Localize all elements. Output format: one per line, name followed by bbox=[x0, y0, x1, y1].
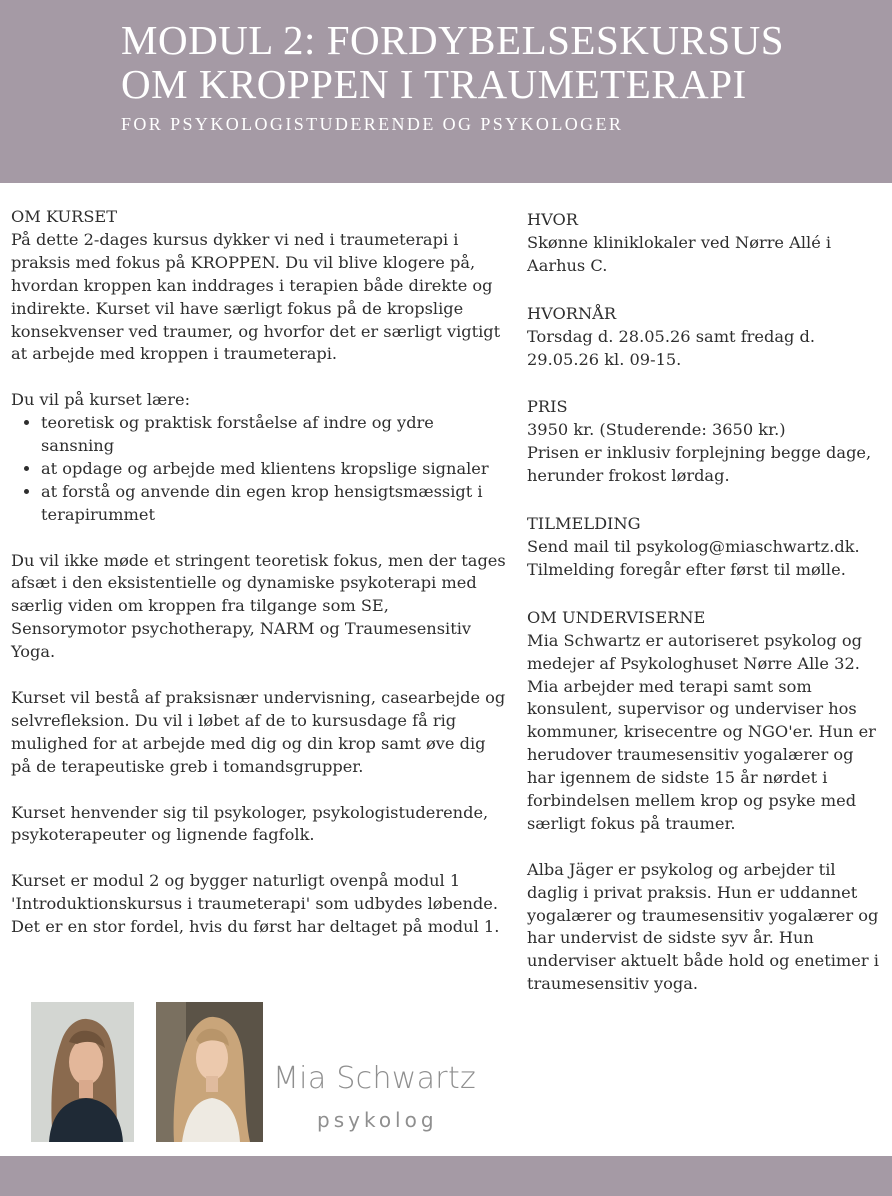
where-heading: HVOR bbox=[527, 210, 578, 229]
about-heading: OM KURSET bbox=[11, 207, 118, 226]
footer-band bbox=[0, 1156, 892, 1196]
learn-item: • at forstå og anvende din egen krop hensigtsmæssigt i terapirummet bbox=[41, 481, 509, 527]
when-heading: HVORNÅR bbox=[527, 303, 617, 323]
signup-heading: TILMELDING bbox=[527, 514, 641, 534]
when-section bbox=[527, 303, 882, 372]
portrait-photo-mia bbox=[31, 1002, 134, 1142]
when-text: Torsdag d. 28.05.26 samt fredag d. 29.05.26 kl. 09-15. bbox=[527, 326, 816, 369]
teacher-bio-mia: Mia Schwartz er autoriseret psykolog og medejer af Psykologhuset Nørre Alle 32. Mia arbejder med terapi samt som konsulent, supervisor og underviser hos kommuner, krisecentre og NGO'er. Hun er herudover traumesensitiv yogalærer og har igennem de sidste 15 år nørdet i forbindelsen mellem krop og psyke med særligt fokus på traumer. bbox=[527, 630, 876, 833]
left-column bbox=[11, 206, 509, 939]
learn-intro: Du vil på kurset lære: bbox=[11, 390, 191, 410]
where-text: Skønne kliniklokaler ved Nørre Allé i Aarhus C. bbox=[527, 232, 832, 275]
signup-note: Tilmelding foregår efter først til mølle. bbox=[527, 559, 846, 579]
title-line-2: OM KROPPEN I TRAUMETERAPI bbox=[121, 61, 747, 107]
page-title bbox=[121, 18, 881, 106]
signup-email-text: Send mail til psykolog@miaschwartz.dk. bbox=[527, 536, 860, 556]
price-note: Prisen er inklusiv forplejning begge dage, herunder frokost lørdag. bbox=[527, 443, 872, 486]
page-subtitle: FOR PSYKOLOGISTUDERENDE OG PSYKOLOGER bbox=[121, 114, 624, 134]
focus-paragraph: Du vil ikke møde et stringent teoretisk fokus, men der tages afsæt i den eksistentielle og dynamiske psykoterapi med særlig viden om kroppen fra tilgange som SE, Sensorymotor psychotherapy, NARM og Traumesensitiv Yoga. bbox=[11, 550, 506, 662]
where-section bbox=[527, 209, 882, 278]
audience-paragraph: Kurset henvender sig til psykologer, psykologistuderende, psykoterapeuter og lignende fagfolk. bbox=[11, 802, 489, 845]
logo-subtitle: psykolog bbox=[317, 1108, 438, 1132]
price-amount: 3950 kr. (Studerende: 3650 kr.) bbox=[527, 420, 786, 440]
title-line-1: MODUL 2: FORDYBELSESKURSUS bbox=[121, 17, 785, 63]
price-heading: PRIS bbox=[527, 397, 568, 417]
learn-item: • at opdage og arbejde med klientens kropslige signaler bbox=[41, 458, 509, 481]
teacher-bio-alba: Alba Jäger er psykolog og arbejder til daglig i privat praksis. Hun er uddannet yogalærer og traumesensitiv yogalærer og har undervist de sidste syv år. Hun underviser aktuelt både hold og enetimer i traumesensitiv yoga. bbox=[527, 859, 879, 994]
header-band bbox=[0, 0, 892, 183]
about-intro: På dette 2-dages kursus dykker vi ned i traumeterapi i praksis med fokus på KROPPEN. Du vil blive klogere på, hvordan kroppen kan inddrages i terapien både direkte og indirekte. Kurset vil have særligt fokus på de kropslige konsekvenser ved traumer, og hvorfor det er særligt vigtigt at arbejde med kroppen i traumeterapi. bbox=[11, 229, 501, 364]
module-paragraph: Kurset er modul 2 og bygger naturligt ovenpå modul 1 'Introduktionskursus i traumeterapi' som udbydes løbende. Det er en stor fordel, hvis du først har deltaget på modul 1. bbox=[11, 871, 500, 937]
signup-section bbox=[527, 513, 882, 582]
teachers-heading: OM UNDERVISERNE bbox=[527, 607, 706, 627]
learn-list bbox=[11, 412, 509, 527]
learn-item: • teoretisk og praktisk forståelse af indre og ydre sansning bbox=[41, 412, 509, 458]
price-section bbox=[527, 396, 882, 488]
portrait-photo-alba bbox=[156, 1002, 263, 1142]
logo-name: Mia Schwartz bbox=[273, 1061, 477, 1096]
method-paragraph: Kurset vil bestå af praksisnær undervisning, casearbejde og selvrefleksion. Du vil i løbet af de to kursusdage få rig mulighed for at arbejde med dig og din krop samt øve dig på de terapeutiske greb i tomandsgrupper. bbox=[11, 687, 506, 776]
teachers-section bbox=[527, 607, 882, 996]
right-column bbox=[527, 209, 882, 996]
